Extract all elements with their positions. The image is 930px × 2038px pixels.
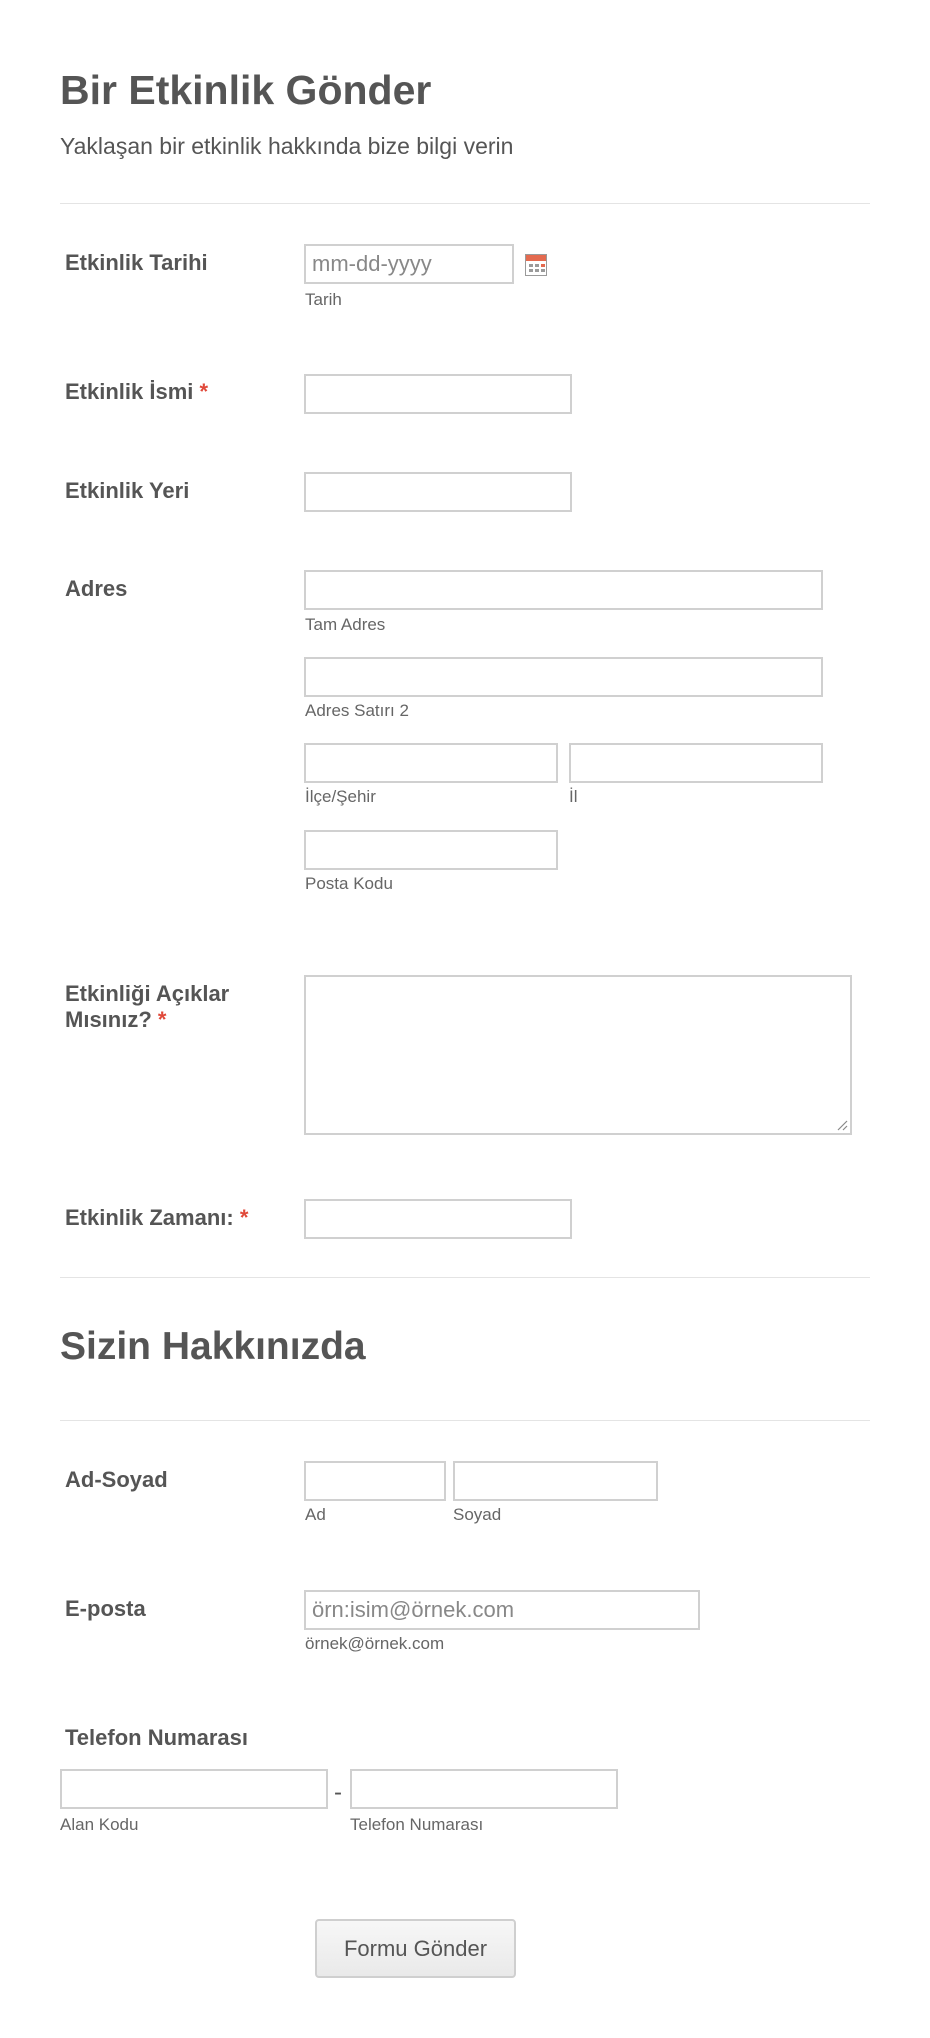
phone-label: Telefon Numarası bbox=[65, 1725, 248, 1750]
event-name-label: Etkinlik İsmi * bbox=[65, 379, 209, 404]
phone-separator: - bbox=[334, 1779, 342, 1806]
phone-area-code-input[interactable] bbox=[60, 1769, 328, 1809]
form-subtitle: Yaklaşan bir etkinlik hakkında bize bilgi verin bbox=[60, 133, 514, 159]
phone-number-input[interactable] bbox=[350, 1769, 618, 1809]
event-name-input[interactable] bbox=[304, 374, 572, 414]
street-address-sublabel: Tam Adres bbox=[305, 615, 386, 634]
event-date-input[interactable] bbox=[304, 244, 514, 284]
description-wrapper bbox=[304, 975, 852, 1135]
first-name-input[interactable] bbox=[304, 1461, 446, 1501]
email-label: E-posta bbox=[65, 1596, 146, 1621]
first-name-sublabel: Ad bbox=[305, 1505, 326, 1524]
email-sublabel: örnek@örnek.com bbox=[305, 1634, 445, 1653]
description-label: Etkinliği Açıklar Mısınız? * bbox=[65, 981, 230, 1032]
street-address-line2-input[interactable] bbox=[304, 657, 823, 697]
calendar-icon[interactable] bbox=[525, 254, 547, 276]
state-sublabel: İl bbox=[569, 787, 578, 806]
last-name-input[interactable] bbox=[453, 1461, 658, 1501]
required-mark: * bbox=[239, 1205, 249, 1230]
street-address-input[interactable] bbox=[304, 570, 823, 610]
state-input[interactable] bbox=[569, 743, 823, 783]
event-venue-input[interactable] bbox=[304, 472, 572, 512]
last-name-sublabel: Soyad bbox=[453, 1505, 502, 1524]
section-title: Sizin Hakkınızda bbox=[60, 1325, 366, 1368]
zip-input[interactable] bbox=[304, 830, 558, 870]
event-date-sublabel: Tarih bbox=[305, 290, 342, 309]
required-mark: * bbox=[199, 379, 209, 404]
email-input[interactable] bbox=[304, 1590, 700, 1630]
event-time-label: Etkinlik Zamanı: * bbox=[65, 1205, 249, 1230]
form-title: Bir Etkinlik Gönder bbox=[60, 67, 432, 113]
required-mark: * bbox=[157, 1007, 167, 1032]
phone-number-sublabel: Telefon Numarası bbox=[350, 1815, 484, 1834]
description-textarea[interactable] bbox=[304, 975, 852, 1135]
event-venue-label: Etkinlik Yeri bbox=[65, 478, 190, 503]
city-input[interactable] bbox=[304, 743, 558, 783]
zip-sublabel: Posta Kodu bbox=[305, 874, 393, 893]
full-name-label: Ad-Soyad bbox=[65, 1467, 168, 1492]
phone-area-code-sublabel: Alan Kodu bbox=[60, 1815, 139, 1834]
submit-button[interactable]: Formu Gönder bbox=[315, 1919, 516, 1978]
divider bbox=[60, 1277, 870, 1278]
divider bbox=[60, 203, 870, 204]
street-address-line2-sublabel: Adres Satırı 2 bbox=[305, 701, 409, 720]
event-date-label: Etkinlik Tarihi bbox=[65, 250, 208, 275]
city-sublabel: İlçe/Şehir bbox=[305, 787, 376, 806]
address-label: Adres bbox=[65, 576, 128, 601]
event-time-input[interactable] bbox=[304, 1199, 572, 1239]
divider bbox=[60, 1420, 870, 1421]
resize-handle-icon[interactable] bbox=[836, 1119, 848, 1131]
